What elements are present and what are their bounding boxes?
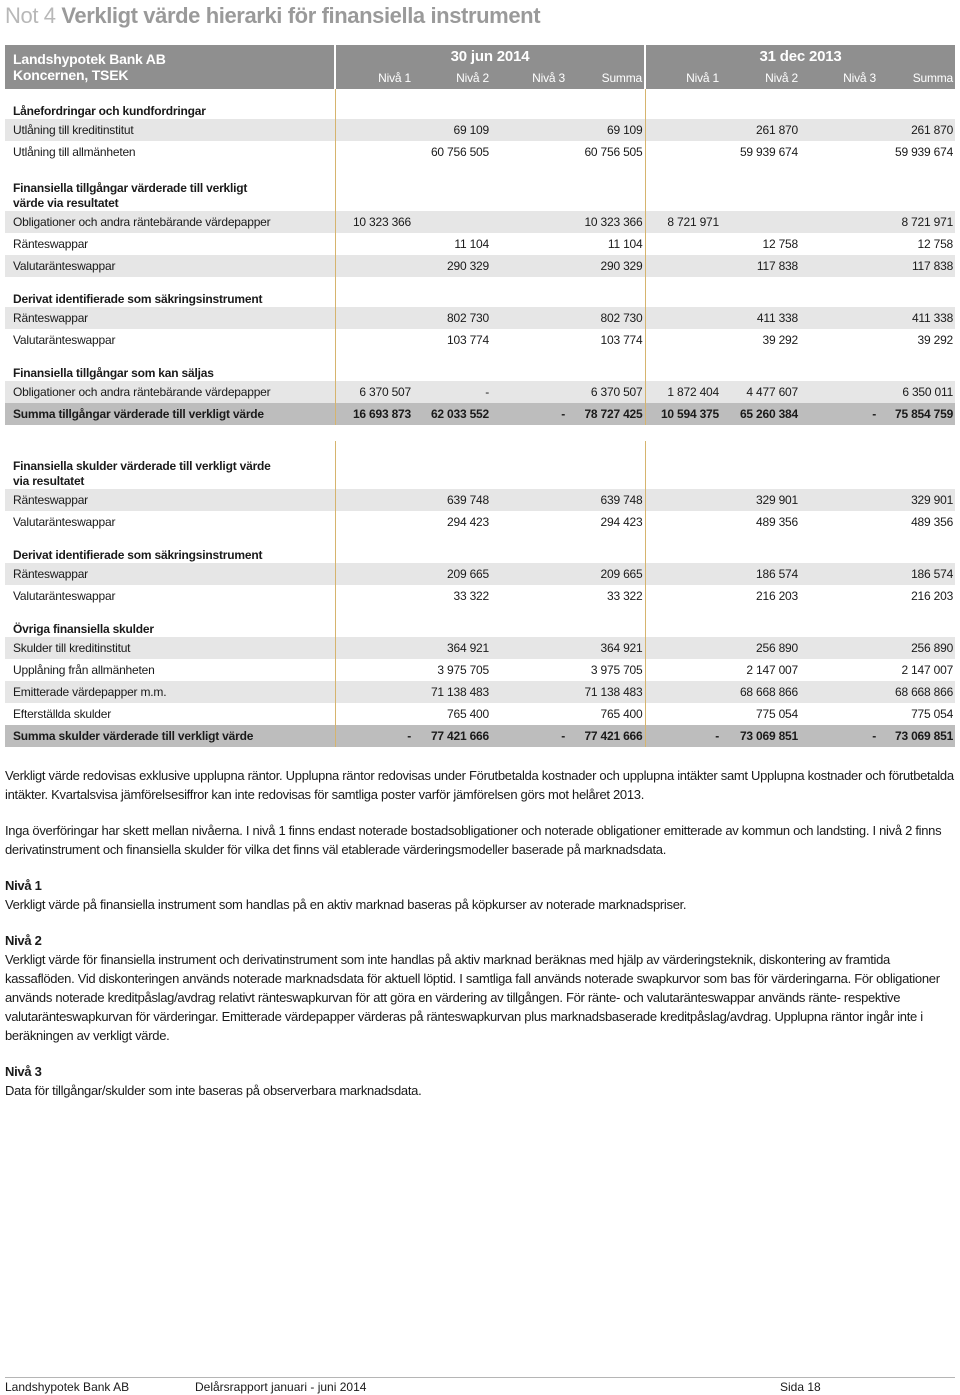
section-header-row bbox=[5, 607, 955, 637]
level-2-block bbox=[5, 931, 957, 1045]
empty-cell bbox=[721, 607, 800, 637]
value-cell: 765 400 bbox=[413, 703, 491, 725]
company-header-cell bbox=[5, 45, 335, 89]
empty-cell bbox=[878, 89, 955, 119]
row-label: Valutaränteswappar bbox=[5, 329, 335, 351]
empty-cell bbox=[491, 607, 567, 637]
value-cell: 489 356 bbox=[721, 511, 800, 533]
value-cell: 2 147 007 bbox=[721, 659, 800, 681]
value-cell: 8 721 971 bbox=[645, 211, 721, 233]
table-body bbox=[5, 45, 955, 747]
value-cell: 75 854 759 bbox=[878, 403, 955, 425]
value-cell bbox=[335, 659, 413, 681]
empty-cell bbox=[878, 351, 955, 381]
value-cell: - bbox=[491, 403, 567, 425]
value-cell bbox=[800, 563, 878, 585]
value-cell: - bbox=[800, 403, 878, 425]
level-1-text: Verkligt värde på finansiella instrument som handlas på en aktiv marknad baseras på köpkurser av noterade marknadspriser. bbox=[5, 897, 687, 912]
note-number: Not 4 bbox=[5, 3, 56, 28]
empty-cell bbox=[567, 351, 645, 381]
value-cell bbox=[491, 255, 567, 277]
value-cell bbox=[491, 211, 567, 233]
table-row bbox=[5, 585, 955, 607]
value-cell: 65 260 384 bbox=[721, 403, 800, 425]
empty-cell bbox=[491, 163, 567, 211]
empty-cell bbox=[335, 607, 413, 637]
value-cell: 290 329 bbox=[567, 255, 645, 277]
empty-cell bbox=[800, 163, 878, 211]
table-row bbox=[5, 329, 955, 351]
level-1-block bbox=[5, 876, 957, 914]
empty-cell bbox=[645, 89, 721, 119]
value-cell: 802 730 bbox=[413, 307, 491, 329]
note-heading: Verkligt värde hierarki för finansiella instrument bbox=[61, 3, 541, 28]
value-cell: 78 727 425 bbox=[567, 403, 645, 425]
value-cell bbox=[721, 211, 800, 233]
empty-cell bbox=[645, 441, 721, 489]
value-cell: 77 421 666 bbox=[413, 725, 491, 747]
empty-cell bbox=[335, 533, 413, 563]
empty-cell bbox=[800, 533, 878, 563]
value-cell bbox=[800, 307, 878, 329]
column-header: Nivå 2 bbox=[721, 67, 800, 89]
row-label: Ränteswappar bbox=[5, 563, 335, 585]
empty-cell bbox=[567, 89, 645, 119]
value-cell bbox=[491, 511, 567, 533]
row-label: Upplåning från allmänheten bbox=[5, 659, 335, 681]
value-cell: 216 203 bbox=[878, 585, 955, 607]
value-cell bbox=[491, 681, 567, 703]
row-label: Obligationer och andra räntebärande värdepapper bbox=[5, 211, 335, 233]
value-cell: 216 203 bbox=[721, 585, 800, 607]
value-cell bbox=[645, 585, 721, 607]
empty-cell bbox=[413, 163, 491, 211]
column-header: Nivå 3 bbox=[800, 67, 878, 89]
note-paragraph-transfers: Inga överföringar har skett mellan nivåerna. I nivå 1 finns endast noterade bostadsobligationer och noterade obligationer emitterade av kommun och landsting. I nivå 2 finns derivatinstrument och finansiella skulder för vilka det finns väl etablerade värderingsmodeller baserade på marknadsdata. bbox=[5, 823, 942, 857]
value-cell: 59 939 674 bbox=[878, 141, 955, 163]
value-cell: 209 665 bbox=[413, 563, 491, 585]
value-cell bbox=[800, 585, 878, 607]
empty-cell bbox=[721, 533, 800, 563]
value-cell bbox=[335, 489, 413, 511]
value-cell bbox=[335, 511, 413, 533]
table-row bbox=[5, 563, 955, 585]
table-row bbox=[5, 381, 955, 403]
value-cell: 59 939 674 bbox=[721, 141, 800, 163]
level-3-block bbox=[5, 1062, 957, 1100]
table-row bbox=[5, 511, 955, 533]
table-row bbox=[5, 703, 955, 725]
value-cell: 1 872 404 bbox=[645, 381, 721, 403]
value-cell: 103 774 bbox=[413, 329, 491, 351]
page-title bbox=[5, 2, 955, 30]
value-cell bbox=[491, 703, 567, 725]
value-cell bbox=[335, 233, 413, 255]
section-header-row bbox=[5, 533, 955, 563]
value-cell: 69 109 bbox=[413, 119, 491, 141]
empty-cell bbox=[491, 89, 567, 119]
value-cell: 411 338 bbox=[878, 307, 955, 329]
value-cell: - bbox=[800, 725, 878, 747]
row-label: Ränteswappar bbox=[5, 307, 335, 329]
value-cell bbox=[491, 637, 567, 659]
company-name: Landshypotek Bank AB bbox=[13, 51, 166, 67]
row-label: Valutaränteswappar bbox=[5, 511, 335, 533]
value-cell: 639 748 bbox=[413, 489, 491, 511]
value-cell bbox=[645, 489, 721, 511]
table-row bbox=[5, 141, 955, 163]
value-cell bbox=[413, 211, 491, 233]
value-cell bbox=[645, 637, 721, 659]
value-cell: 364 921 bbox=[413, 637, 491, 659]
value-cell bbox=[645, 307, 721, 329]
value-cell: 103 774 bbox=[567, 329, 645, 351]
empty-cell bbox=[645, 277, 721, 307]
value-cell: 60 756 505 bbox=[413, 141, 491, 163]
section-title: Lånefordringar och kundfordringar bbox=[5, 89, 335, 119]
empty-cell bbox=[335, 351, 413, 381]
value-cell bbox=[335, 637, 413, 659]
column-header: Summa bbox=[878, 67, 955, 89]
value-cell: 489 356 bbox=[878, 511, 955, 533]
empty-cell bbox=[645, 163, 721, 211]
value-cell: 775 054 bbox=[878, 703, 955, 725]
empty-cell bbox=[413, 89, 491, 119]
value-cell: 329 901 bbox=[878, 489, 955, 511]
value-cell bbox=[335, 119, 413, 141]
column-header: Summa bbox=[567, 67, 645, 89]
value-cell: 765 400 bbox=[567, 703, 645, 725]
value-cell bbox=[800, 659, 878, 681]
column-header: Nivå 2 bbox=[413, 67, 491, 89]
value-cell bbox=[335, 255, 413, 277]
empty-cell bbox=[567, 607, 645, 637]
empty-cell bbox=[878, 163, 955, 211]
value-cell bbox=[335, 329, 413, 351]
value-cell: 8 721 971 bbox=[878, 211, 955, 233]
value-cell: - bbox=[413, 381, 491, 403]
column-header: Nivå 3 bbox=[491, 67, 567, 89]
value-cell bbox=[800, 255, 878, 277]
value-cell: 117 838 bbox=[878, 255, 955, 277]
fair-value-hierarchy-table bbox=[5, 45, 955, 747]
value-cell bbox=[491, 307, 567, 329]
value-cell: - bbox=[491, 725, 567, 747]
value-cell: 3 975 705 bbox=[567, 659, 645, 681]
empty-cell bbox=[645, 607, 721, 637]
empty-cell bbox=[878, 441, 955, 489]
value-cell bbox=[335, 681, 413, 703]
level-1-title: Nivå 1 bbox=[5, 878, 42, 893]
empty-cell bbox=[413, 533, 491, 563]
table-row bbox=[5, 681, 955, 703]
value-cell: 4 477 607 bbox=[721, 381, 800, 403]
value-cell: 6 350 011 bbox=[878, 381, 955, 403]
value-cell bbox=[491, 489, 567, 511]
value-cell: 73 069 851 bbox=[878, 725, 955, 747]
empty-cell bbox=[800, 351, 878, 381]
value-cell: 6 370 507 bbox=[567, 381, 645, 403]
value-cell bbox=[800, 703, 878, 725]
value-cell: 71 138 483 bbox=[567, 681, 645, 703]
value-cell bbox=[645, 329, 721, 351]
empty-cell bbox=[878, 533, 955, 563]
section-header-row bbox=[5, 441, 955, 489]
value-cell: 411 338 bbox=[721, 307, 800, 329]
value-cell: 117 838 bbox=[721, 255, 800, 277]
value-cell bbox=[335, 585, 413, 607]
section-title: Finansiella skulder värderade till verkligt värde via resultatet bbox=[5, 441, 335, 489]
total-row bbox=[5, 725, 955, 747]
value-cell: 186 574 bbox=[721, 563, 800, 585]
spacer-cell bbox=[5, 425, 955, 441]
empty-cell bbox=[491, 533, 567, 563]
footer-company: Landshypotek Bank AB bbox=[5, 1380, 130, 1394]
level-2-text: Verkligt värde för finansiella instrument och derivatinstrument som inte handlas på aktiv marknad beräknas med hjälp av värderingsteknik, diskontering av framtida kassaflöden. Vid diskonteringen används noterade marknadsdata för aktuell löptid. I samtliga fall används noterade swapkurvor som bas för värderingarna. För obligationer används noterade kreditpåslag/avdrag relativt ränteswapkurvan för att göra en värdering av tillgången. För ränte- och valutaränteswappar används ränte- respektive valutaränteswapkurvan för värderingar. Emitterade värdepapper värderas på ränteswapkurvan plus marknadsbaserade kreditpåslag/avdrag. Upplupna räntor ingår inte i beräkningen av verkligt värde. bbox=[5, 952, 940, 1043]
column-header: Nivå 1 bbox=[645, 67, 721, 89]
value-cell bbox=[800, 141, 878, 163]
empty-cell bbox=[413, 441, 491, 489]
column-header: Nivå 1 bbox=[335, 67, 413, 89]
value-cell: 186 574 bbox=[878, 563, 955, 585]
value-cell: 68 668 866 bbox=[721, 681, 800, 703]
value-cell: 6 370 507 bbox=[335, 381, 413, 403]
empty-cell bbox=[800, 607, 878, 637]
table-row bbox=[5, 637, 955, 659]
page-footer bbox=[5, 1377, 955, 1394]
value-cell bbox=[645, 563, 721, 585]
empty-cell bbox=[567, 163, 645, 211]
value-cell: 10 323 366 bbox=[567, 211, 645, 233]
value-cell: 39 292 bbox=[878, 329, 955, 351]
value-cell: 364 921 bbox=[567, 637, 645, 659]
section-header-row bbox=[5, 89, 955, 119]
empty-cell bbox=[721, 441, 800, 489]
empty-cell bbox=[335, 441, 413, 489]
value-cell: 12 758 bbox=[721, 233, 800, 255]
row-label: Emitterade värdepapper m.m. bbox=[5, 681, 335, 703]
period-header-2: 31 dec 2013 bbox=[645, 45, 955, 67]
value-cell: 11 104 bbox=[567, 233, 645, 255]
value-cell bbox=[645, 511, 721, 533]
value-cell bbox=[491, 659, 567, 681]
row-label: Obligationer och andra räntebärande värdepapper bbox=[5, 381, 335, 403]
value-cell bbox=[335, 307, 413, 329]
value-cell: 68 668 866 bbox=[878, 681, 955, 703]
section-title: Finansiella tillgångar som kan säljas bbox=[5, 351, 335, 381]
value-cell bbox=[645, 703, 721, 725]
value-cell: 261 870 bbox=[721, 119, 800, 141]
empty-cell bbox=[413, 351, 491, 381]
section-header-row bbox=[5, 351, 955, 381]
empty-cell bbox=[335, 163, 413, 211]
empty-cell bbox=[721, 351, 800, 381]
value-cell: 33 322 bbox=[413, 585, 491, 607]
section-title: Derivat identifierade som säkringsinstrument bbox=[5, 277, 335, 307]
table-row bbox=[5, 255, 955, 277]
value-cell: 10 323 366 bbox=[335, 211, 413, 233]
total-row bbox=[5, 403, 955, 425]
row-label: Ränteswappar bbox=[5, 233, 335, 255]
value-cell bbox=[645, 255, 721, 277]
value-cell bbox=[800, 381, 878, 403]
value-cell: 261 870 bbox=[878, 119, 955, 141]
empty-cell bbox=[567, 441, 645, 489]
value-cell: 294 423 bbox=[567, 511, 645, 533]
table-row bbox=[5, 233, 955, 255]
value-cell bbox=[800, 489, 878, 511]
value-cell bbox=[800, 211, 878, 233]
value-cell: 209 665 bbox=[567, 563, 645, 585]
empty-cell bbox=[567, 277, 645, 307]
value-cell: 294 423 bbox=[413, 511, 491, 533]
section-header-row bbox=[5, 277, 955, 307]
value-cell bbox=[645, 659, 721, 681]
table-row bbox=[5, 119, 955, 141]
row-label: Utlåning till kreditinstitut bbox=[5, 119, 335, 141]
value-cell bbox=[491, 329, 567, 351]
empty-cell bbox=[800, 277, 878, 307]
section-title: Derivat identifierade som säkringsinstrument bbox=[5, 533, 335, 563]
level-2-title: Nivå 2 bbox=[5, 933, 42, 948]
row-label: Valutaränteswappar bbox=[5, 255, 335, 277]
empty-cell bbox=[645, 351, 721, 381]
table-row bbox=[5, 307, 955, 329]
empty-cell bbox=[491, 351, 567, 381]
section-header-row bbox=[5, 163, 955, 211]
value-cell bbox=[800, 119, 878, 141]
empty-cell bbox=[491, 277, 567, 307]
empty-cell bbox=[721, 163, 800, 211]
notes-section bbox=[5, 766, 957, 1117]
level-3-title: Nivå 3 bbox=[5, 1064, 42, 1079]
empty-cell bbox=[878, 607, 955, 637]
table-row bbox=[5, 489, 955, 511]
empty-cell bbox=[413, 277, 491, 307]
value-cell bbox=[800, 637, 878, 659]
value-cell: 11 104 bbox=[413, 233, 491, 255]
note-paragraph-fair-value: Verkligt värde redovisas exklusive upplupna räntor. Upplupna räntor redovisas under Förutbetalda kostnader och upplupna intäkter samt Upplupna kostnader och förutbetalda intäkter. Kvartalsvisa jämförelsesiffror kan inte redovisas för samtliga poster varför jämförelsen görs mot helåret 2013. bbox=[5, 768, 954, 802]
value-cell bbox=[491, 141, 567, 163]
empty-cell bbox=[567, 533, 645, 563]
spacer-row bbox=[5, 425, 955, 441]
value-cell: - bbox=[645, 725, 721, 747]
value-cell: 802 730 bbox=[567, 307, 645, 329]
row-label: Efterställda skulder bbox=[5, 703, 335, 725]
value-cell: 290 329 bbox=[413, 255, 491, 277]
row-label: Utlåning till allmänheten bbox=[5, 141, 335, 163]
row-label: Ränteswappar bbox=[5, 489, 335, 511]
value-cell bbox=[645, 233, 721, 255]
empty-cell bbox=[721, 277, 800, 307]
row-label: Valutaränteswappar bbox=[5, 585, 335, 607]
footer-page-number: Sida 18 bbox=[780, 1380, 821, 1394]
table-header-row bbox=[5, 45, 955, 67]
value-cell bbox=[800, 511, 878, 533]
value-cell bbox=[800, 681, 878, 703]
value-cell: 639 748 bbox=[567, 489, 645, 511]
empty-cell bbox=[491, 441, 567, 489]
value-cell: 256 890 bbox=[721, 637, 800, 659]
row-label: Summa tillgångar värderade till verkligt värde bbox=[5, 403, 335, 425]
level-3-text: Data för tillgångar/skulder som inte baseras på observerbara marknadsdata. bbox=[5, 1083, 422, 1098]
row-label: Summa skulder värderade till verkligt värde bbox=[5, 725, 335, 747]
row-label: Skulder till kreditinstitut bbox=[5, 637, 335, 659]
value-cell: 256 890 bbox=[878, 637, 955, 659]
value-cell bbox=[800, 329, 878, 351]
value-cell bbox=[645, 119, 721, 141]
empty-cell bbox=[645, 533, 721, 563]
empty-cell bbox=[335, 89, 413, 119]
value-cell bbox=[335, 141, 413, 163]
table-row bbox=[5, 211, 955, 233]
value-cell bbox=[335, 703, 413, 725]
group-unit: Koncernen, TSEK bbox=[13, 67, 129, 83]
value-cell bbox=[491, 585, 567, 607]
value-cell: 77 421 666 bbox=[567, 725, 645, 747]
footer-report: Delårsrapport januari - juni 2014 bbox=[195, 1380, 367, 1394]
empty-cell bbox=[721, 89, 800, 119]
empty-cell bbox=[878, 277, 955, 307]
empty-cell bbox=[800, 89, 878, 119]
value-cell bbox=[335, 563, 413, 585]
value-cell bbox=[491, 381, 567, 403]
value-cell: 775 054 bbox=[721, 703, 800, 725]
value-cell: 33 322 bbox=[567, 585, 645, 607]
value-cell: 3 975 705 bbox=[413, 659, 491, 681]
value-cell: 73 069 851 bbox=[721, 725, 800, 747]
value-cell bbox=[491, 119, 567, 141]
empty-cell bbox=[800, 441, 878, 489]
value-cell: 12 758 bbox=[878, 233, 955, 255]
table-row bbox=[5, 659, 955, 681]
value-cell: - bbox=[335, 725, 413, 747]
value-cell: 2 147 007 bbox=[878, 659, 955, 681]
section-title: Finansiella tillgångar värderade till verkligt värde via resultatet bbox=[5, 163, 335, 211]
value-cell bbox=[645, 141, 721, 163]
value-cell: 69 109 bbox=[567, 119, 645, 141]
value-cell: 39 292 bbox=[721, 329, 800, 351]
value-cell bbox=[645, 681, 721, 703]
value-cell: 329 901 bbox=[721, 489, 800, 511]
value-cell bbox=[800, 233, 878, 255]
empty-cell bbox=[413, 607, 491, 637]
period-header-1: 30 jun 2014 bbox=[335, 45, 645, 67]
section-title: Övriga finansiella skulder bbox=[5, 607, 335, 637]
value-cell: 62 033 552 bbox=[413, 403, 491, 425]
value-cell: 16 693 873 bbox=[335, 403, 413, 425]
value-cell bbox=[491, 233, 567, 255]
empty-cell bbox=[335, 277, 413, 307]
value-cell: 71 138 483 bbox=[413, 681, 491, 703]
value-cell: 60 756 505 bbox=[567, 141, 645, 163]
value-cell: 10 594 375 bbox=[645, 403, 721, 425]
value-cell bbox=[491, 563, 567, 585]
